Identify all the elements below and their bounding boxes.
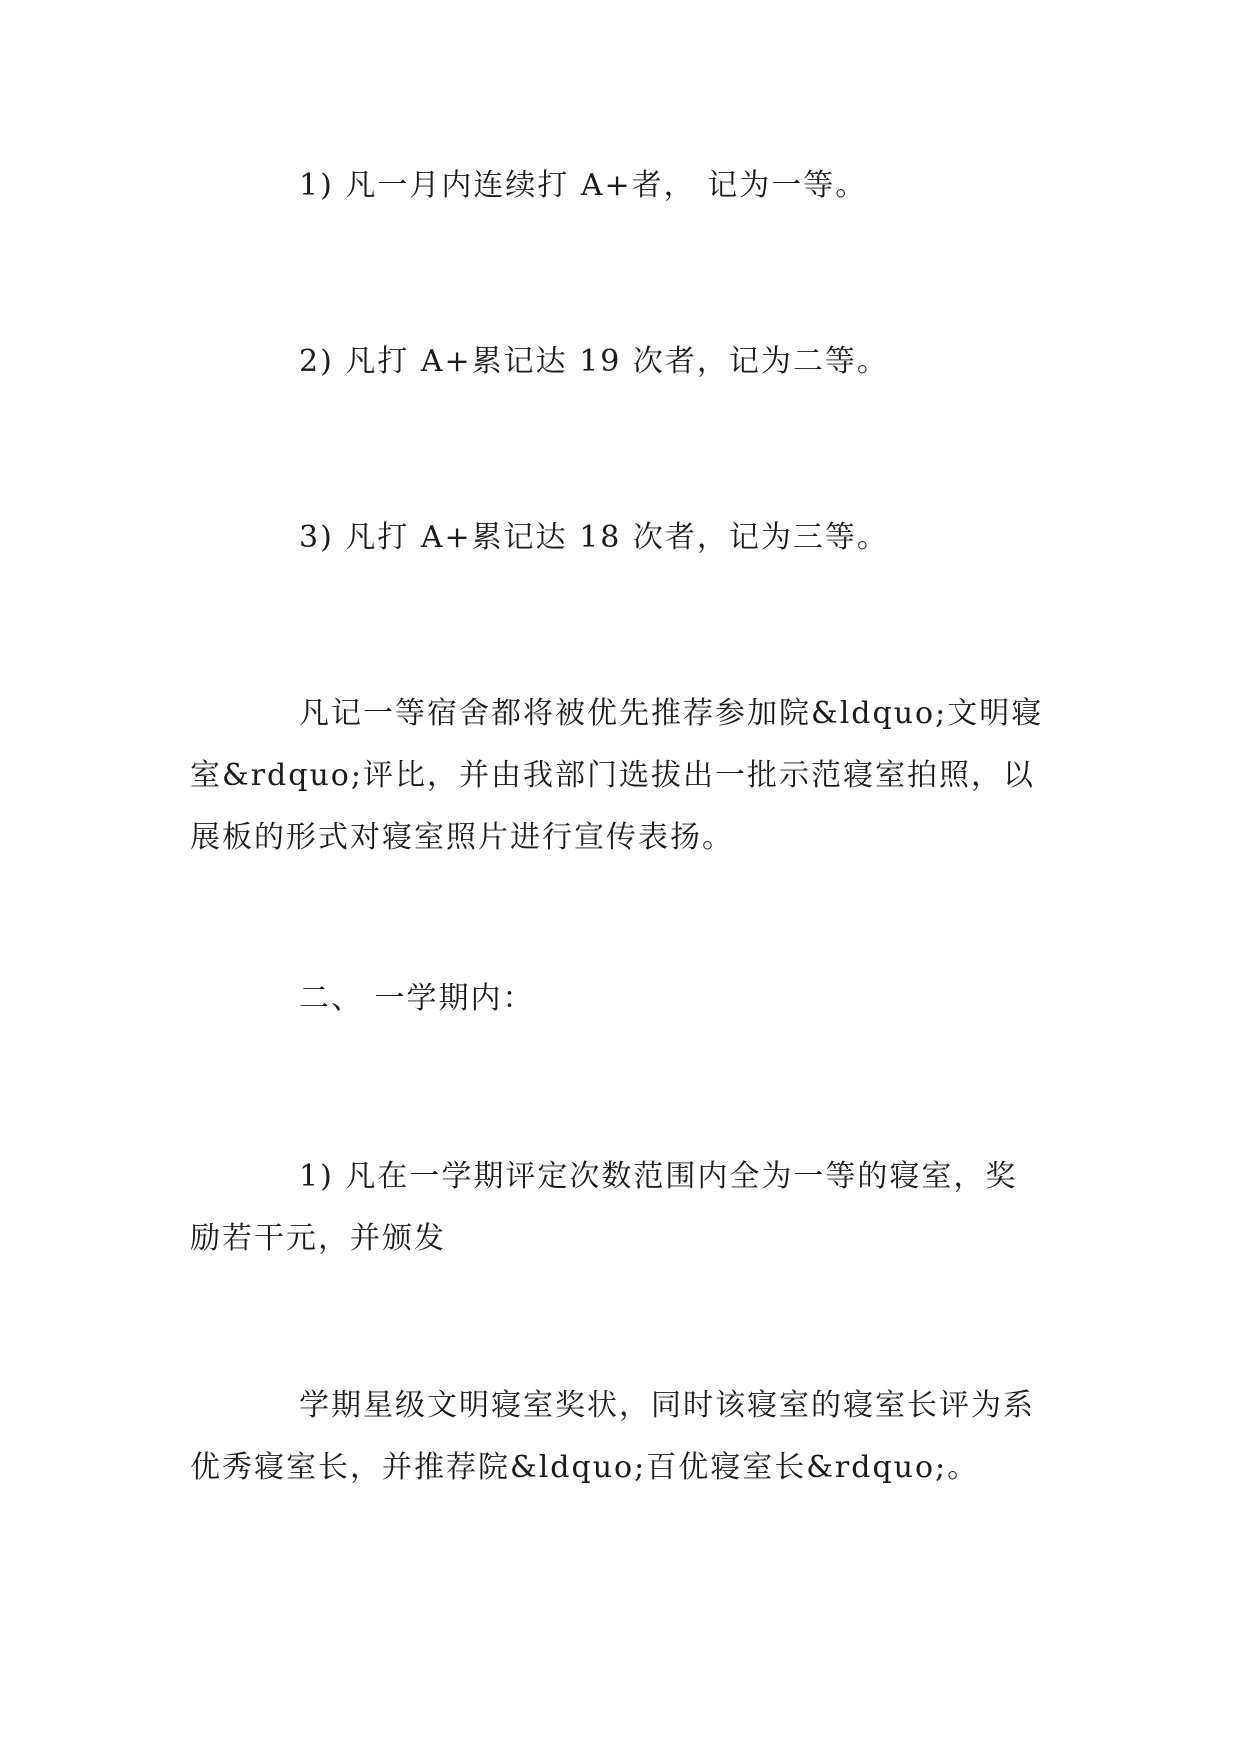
paragraph-rule-3: 3) 凡打 A+累记达 18 次者，记为三等。 [299,520,889,555]
paragraph-rule-2: 2) 凡打 A+累记达 19 次者，记为二等。 [299,344,889,379]
section-heading-semester: 二、 一学期内： [299,981,535,1016]
paragraph-first-class-note: 凡记一等宿舍都将被优先推荐参加院&ldquo;文明寝室&rdquo;评比，并由我部门选拔出一批示范寝室拍照，以展板的形式对寝室照片进行宣传表扬。 [190,696,1044,855]
paragraph-semester-award: 学期星级文明寝室奖状，同时该寝室的寝室长评为系优秀寝室长，并推荐院&ldquo;百优寝室长&rdquo;。 [190,1388,1035,1485]
paragraph-semester-rule-1: 1) 凡在一学期评定次数范围内全为一等的寝室，奖励若干元，并颁发 [190,1159,1018,1256]
paragraph-rule-1: 1) 凡一月内连续打 A+者， 记为一等。 [299,168,868,203]
